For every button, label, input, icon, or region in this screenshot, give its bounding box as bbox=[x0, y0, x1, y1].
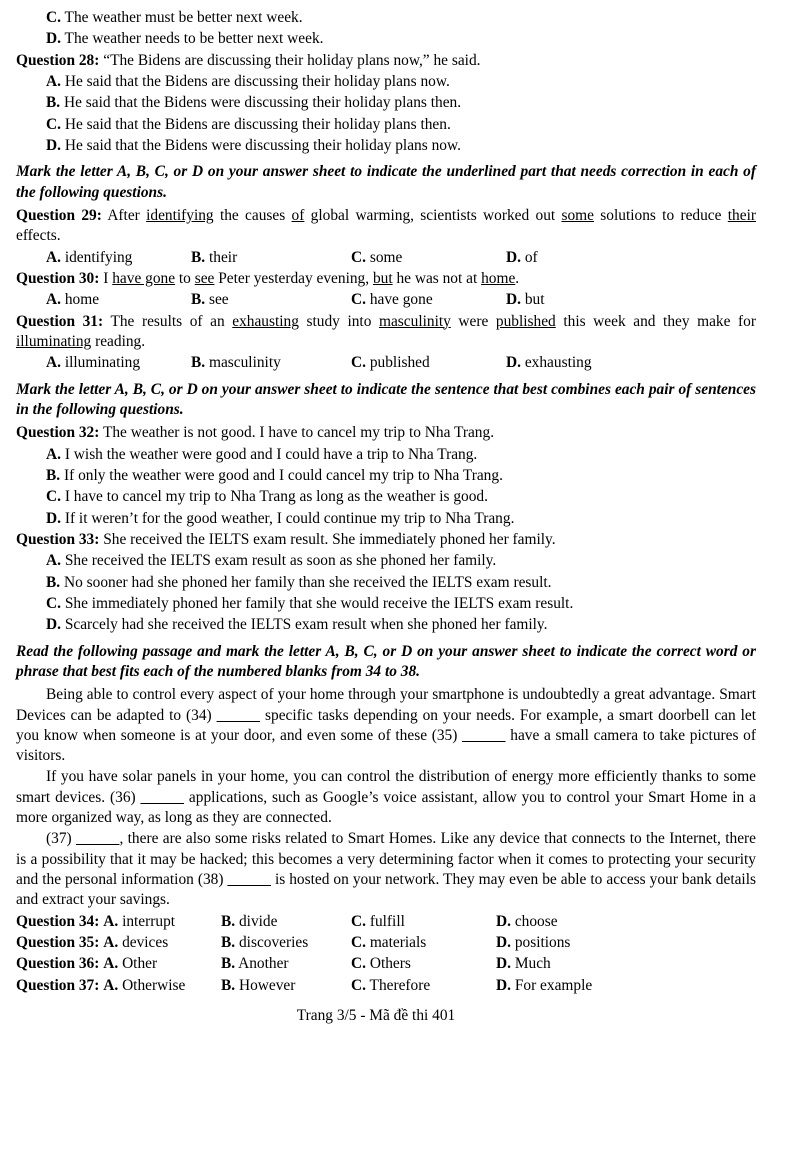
option-c: C. some bbox=[351, 248, 403, 266]
option-letter: C. bbox=[46, 594, 61, 612]
option-a: A. identifying bbox=[46, 248, 133, 266]
underlined-part: some bbox=[561, 206, 594, 224]
option-d: D. of bbox=[506, 248, 538, 266]
option-b: B. discoveries bbox=[221, 934, 309, 952]
option-line bbox=[16, 93, 756, 113]
option-text: He said that the Bidens are discussing their holiday plans now. bbox=[64, 72, 450, 90]
option-line bbox=[16, 594, 756, 614]
option-text: He said that the Bidens are discussing their holiday plans then. bbox=[64, 115, 451, 133]
option-b: B. divide bbox=[221, 912, 278, 930]
option-a: Question 36: A. Other bbox=[16, 955, 158, 973]
option-c: C. Others bbox=[351, 955, 411, 973]
question-text: “The Bidens are discussing their holiday plans now,” he said. bbox=[103, 51, 481, 69]
option-text: The weather needs to be better next week. bbox=[64, 30, 324, 48]
option-text: I wish the weather were good and I could have a trip to Nha Trang. bbox=[64, 445, 478, 463]
blank-36: _____ bbox=[140, 788, 185, 806]
option-line bbox=[16, 115, 756, 135]
option-d: D. exhausting bbox=[506, 354, 592, 372]
question-label: Question 28: bbox=[16, 51, 100, 69]
question-text: After identifying the causes of global warming, scientists worked out some solutions to reduce their effects. bbox=[16, 206, 756, 245]
question-32-stem bbox=[16, 423, 756, 443]
option-d: D. choose bbox=[496, 912, 558, 930]
option-b: B. However bbox=[221, 976, 296, 994]
option-c: C. have gone bbox=[351, 291, 433, 309]
option-letter: B. bbox=[46, 573, 61, 591]
question-text: The weather is not good. I have to cancel my trip to Nha Trang. bbox=[102, 424, 495, 442]
option-line bbox=[16, 136, 756, 156]
option-line bbox=[16, 551, 756, 571]
option-line bbox=[16, 72, 756, 92]
option-b: B. their bbox=[191, 248, 238, 266]
option-letter: A. bbox=[46, 552, 61, 570]
question-37-row bbox=[16, 976, 756, 996]
underlined-part: have gone bbox=[112, 269, 176, 287]
passage-paragraph-3: (37) _____, there are also some risks related to Smart Homes. Like any device that connects to the Internet, there is a possibility that it may be hacked; this becomes a very determining factor when it comes to protecting your security and the personal information (38) _____ is hosted on your network. They may even be able to access your bank details and extract your savings. bbox=[16, 830, 756, 909]
option-b: B. Another bbox=[221, 955, 289, 973]
blank-35: _____ bbox=[462, 726, 506, 744]
option-a: A. home bbox=[46, 291, 100, 309]
option-text: The weather must be better next week. bbox=[64, 9, 303, 26]
instruction-error-correction: Mark the letter A, B, C, or D on your answer sheet to indicate the underlined part that needs correction in each of the following questions. bbox=[16, 163, 756, 201]
question-label: Question 33: bbox=[16, 530, 100, 548]
option-line bbox=[16, 573, 756, 593]
option-c: C. published bbox=[351, 354, 430, 372]
option-line bbox=[16, 466, 756, 486]
option-letter: D. bbox=[46, 616, 61, 634]
underlined-part: identifying bbox=[146, 206, 214, 224]
option-letter: D. bbox=[46, 136, 61, 154]
question-35-row bbox=[16, 933, 756, 953]
underlined-part: masculinity bbox=[379, 312, 451, 330]
question-29-stem bbox=[16, 206, 756, 247]
option-a: A. illuminating bbox=[46, 354, 141, 372]
option-text: If it weren’t for the good weather, I could continue my trip to Nha Trang. bbox=[64, 509, 515, 527]
instruction-cloze-passage: Read the following passage and mark the letter A, B, C, or D on your answer sheet to indicate the correct word or phrase that best fits each of the numbered blanks from 34 to 38. bbox=[16, 642, 756, 680]
option-c: C. fulfill bbox=[351, 912, 405, 930]
option-a: Question 35: A. devices bbox=[16, 934, 169, 952]
answer-row bbox=[16, 290, 756, 310]
option-letter: B. bbox=[46, 94, 61, 112]
option-text: She immediately phoned her family that she would receive the IELTS exam result. bbox=[64, 594, 574, 612]
page-footer: Trang 3/5 - Mã đề thi 401 bbox=[296, 1007, 456, 1025]
option-letter: A. bbox=[46, 445, 61, 463]
question-label: Question 32: bbox=[16, 424, 100, 442]
option-c: C. Therefore bbox=[351, 976, 431, 994]
question-text: The results of an exhausting study into masculinity were published this week and they make for illuminating reading. bbox=[16, 312, 756, 350]
option-d: D. Much bbox=[496, 955, 551, 973]
option-text: If only the weather were good and I could cancel my trip to Nha Trang. bbox=[63, 466, 503, 484]
question-31-stem bbox=[16, 312, 756, 353]
option-letter: C. bbox=[46, 488, 61, 506]
option-letter: C. bbox=[46, 115, 61, 133]
question-label: Question 30: bbox=[16, 269, 100, 287]
underlined-part: but bbox=[372, 269, 393, 287]
question-text: She received the IELTS exam result. She immediately phoned her family. bbox=[103, 530, 556, 548]
option-text: No sooner had she phoned her family than she received the IELTS exam result. bbox=[63, 573, 552, 591]
underlined-part: see bbox=[194, 269, 215, 287]
option-text: Scarcely had she received the IELTS exam result when she phoned her family. bbox=[64, 616, 548, 634]
option-a: Question 37: A. Otherwise bbox=[16, 976, 186, 994]
option-text: I have to cancel my trip to Nha Trang as long as the weather is good. bbox=[64, 488, 488, 506]
option-b: B. masculinity bbox=[191, 354, 281, 372]
option-line bbox=[16, 509, 756, 529]
question-label: Question 31: bbox=[16, 312, 104, 330]
option-text: She received the IELTS exam result as soon as she phoned her family. bbox=[64, 552, 497, 570]
option-letter: C. bbox=[46, 9, 61, 26]
option-d: D. For example bbox=[496, 976, 593, 994]
passage-paragraph-2: If you have solar panels in your home, you can control the distribution of energy more efficiently thanks to some smart devices. (36) _____ applications, such as Google’s voice assistant, allow you to control your Smart Home in a more organized way, as long as they are connected. bbox=[16, 768, 756, 827]
option-text: He said that the Bidens were discussing their holiday plans then. bbox=[63, 94, 462, 112]
option-line bbox=[16, 8, 756, 28]
question-label: Question 29: bbox=[16, 206, 102, 224]
option-a: Question 34: A. interrupt bbox=[16, 912, 176, 930]
option-letter: A. bbox=[46, 72, 61, 90]
underlined-part: published bbox=[495, 312, 556, 330]
underlined-part: home bbox=[481, 269, 516, 287]
option-line bbox=[16, 615, 756, 635]
option-line bbox=[16, 487, 756, 507]
option-c: C. materials bbox=[351, 934, 427, 952]
option-d: D. positions bbox=[496, 934, 571, 952]
blank-37: _____ bbox=[75, 830, 120, 848]
option-line bbox=[16, 445, 756, 465]
answer-row bbox=[16, 248, 756, 268]
question-28-stem bbox=[16, 51, 756, 71]
question-36-row bbox=[16, 954, 756, 974]
question-30-stem bbox=[16, 269, 756, 289]
question-text: I have gone to see Peter yesterday evening, but he was not at home. bbox=[103, 269, 520, 287]
blank-34: _____ bbox=[216, 706, 261, 724]
option-line bbox=[16, 29, 756, 49]
option-letter: B. bbox=[46, 466, 61, 484]
answer-row bbox=[16, 353, 756, 373]
underlined-part: their bbox=[727, 206, 756, 224]
option-letter: D. bbox=[46, 30, 61, 48]
underlined-part: of bbox=[291, 206, 305, 224]
option-text: He said that the Bidens were discussing their holiday plans now. bbox=[64, 136, 461, 154]
option-b: B. see bbox=[191, 291, 229, 309]
option-letter: D. bbox=[46, 509, 61, 527]
passage-paragraph-1: Being able to control every aspect of your home through your smartphone is undoubtedly a great advantage. Smart Devices can be adapted to (34) _____ specific tasks depending on your needs. For example, a smart doorbell can let you know when someone is at your door, and even some of these (35) _____ have a small camera to take pictures of visitors. bbox=[16, 686, 757, 765]
question-33-stem bbox=[16, 530, 756, 550]
question-34-row bbox=[16, 912, 756, 932]
underlined-part: illuminating bbox=[16, 332, 92, 350]
option-d: D. but bbox=[506, 291, 545, 309]
underlined-part: exhausting bbox=[232, 312, 299, 330]
blank-38: _____ bbox=[227, 871, 271, 889]
instruction-combine-sentences: Mark the letter A, B, C, or D on your answer sheet to indicate the sentence that best combines each pair of sentences in the following questions. bbox=[16, 380, 756, 418]
